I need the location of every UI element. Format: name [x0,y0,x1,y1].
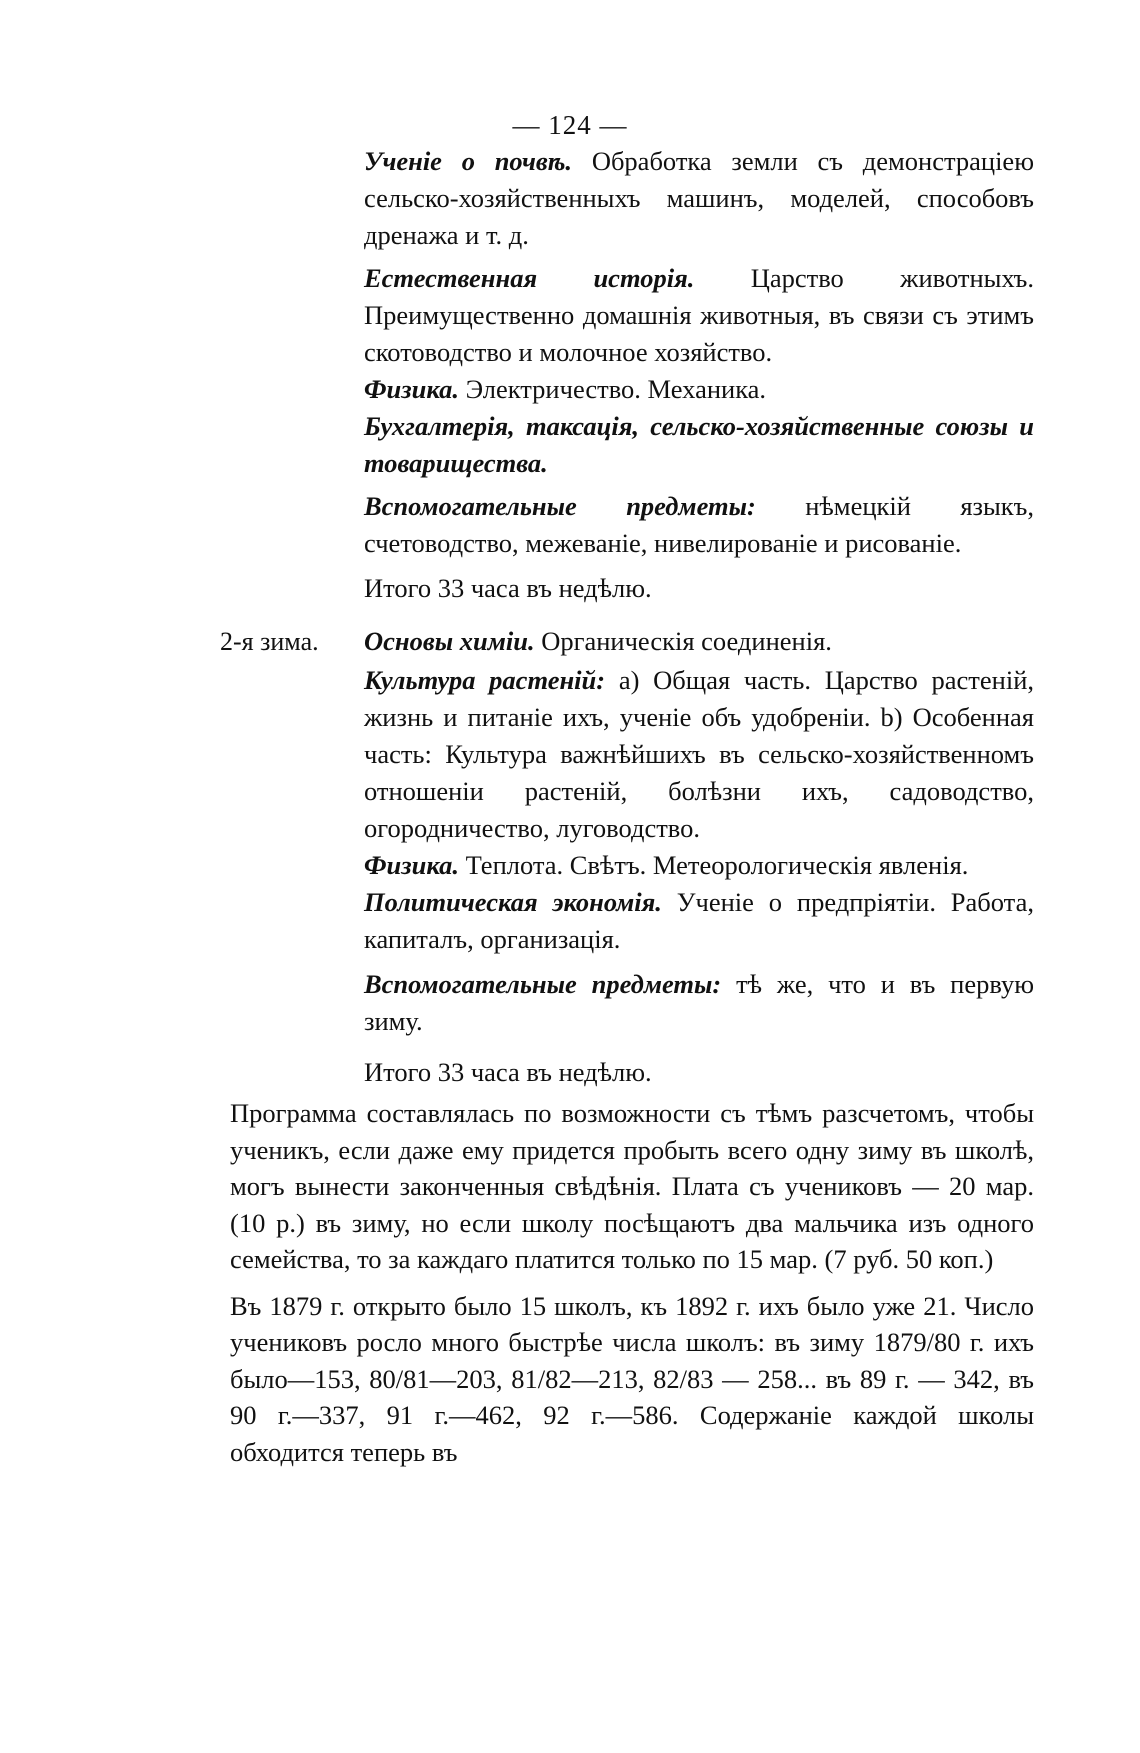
entry-heading: Естественная исторія. [364,263,695,293]
page-number: — 124 — [512,110,628,140]
entry-text: Царство животныхъ. Преимущественно домашнія животныя, въ связи съ этимъ скотоводство и молочное хозяйство. [364,263,1034,367]
curriculum-entry [364,408,1034,482]
curriculum-entry [364,662,1034,847]
weekly-hours-total: Итого 33 часа въ недѣлю. [364,573,652,603]
entry-heading: Политическая экономія. [364,887,662,917]
entry-text: Электричество. Механика. [459,374,767,404]
curriculum-entry [364,884,1034,958]
paragraph: Программа составлялась по возможности съ тѣмъ разсчетомъ, чтобы ученикъ, если даже ему придется пробыть всего одну зиму въ школѣ, могъ вынести законченныя свѣдѣнія. Плата съ учениковъ — 20 мар. (10 р.) въ зиму, но если школу посѣщаютъ два мальчика изъ одного семейства, то за каждаго платится только по 15 мар. (7 руб. 50 коп.) [230,1098,1034,1274]
entry-heading: Вспомогательные предметы: [364,491,756,521]
entry-heading: Бухгалтерія, таксація, сельско-хозяйственные союзы и товарищества. [364,411,1034,478]
entry-text: Ученіе о предпріятіи. Работа, капиталъ, организація. [364,887,1034,954]
entry-text: Теплота. Свѣтъ. Метеорологическія явленія. [459,850,969,880]
entry-heading: Физика. [364,374,459,404]
entry-text: тѣ же, что и въ первую зиму. [364,969,1034,1036]
year2-curriculum [364,623,1034,1091]
second-winter-label: 2-я зима. [220,627,319,656]
entry-text: a) Общая часть. Царство растеній, жизнь и питаніе ихъ, ученіе объ удобреніи. b) Особенная часть: Культура важнѣйшихъ въ сельско-хозяйственномъ отношеніи растеній, болѣзни ихъ, садоводство, огородничество, луговодство. [364,665,1035,843]
body-text [230,1095,1034,1470]
entry-text: нѣмецкій языкъ, счетоводство, межеваніе, нивелированіе и рисованіе. [364,491,1034,558]
curriculum-entry [364,371,1034,408]
entry-heading: Культура растеній: [364,665,606,695]
curriculum-entry [364,623,1034,660]
curriculum-entry [364,143,1034,254]
entry-heading: Физика. [364,850,459,880]
curriculum-entry [364,847,1034,884]
curriculum-entry [364,260,1034,371]
entry-text: Обработка земли съ демонстраціею сельско-хозяйственныхъ машинъ, моделей, способовъ дренажа и т. д. [364,146,1034,250]
weekly-hours-total: Итого 33 часа въ недѣлю. [364,1057,652,1087]
entry-text: Органическія соединенія. [534,626,832,656]
curriculum-entry [364,966,1034,1040]
paragraph: Въ 1879 г. открыто было 15 школъ, къ 1892 г. ихъ было уже 21. Число учениковъ росло много быстрѣе числа школъ: въ зиму 1879/80 г. ихъ было—153, 80/81—203, 81/82—213, 82/83 — 258... въ 89 г. — 342, въ 90 г.—337, 91 г.—462, 92 г.—586. Содержаніе каждой школы обходится теперь въ [230,1290,1034,1467]
entry-heading: Вспомогательные предметы: [364,969,722,999]
entry-heading: Основы химіи. [364,626,535,656]
curriculum-entry [364,488,1034,562]
entry-heading: Ученіе о почвѣ. [364,146,573,176]
year1-curriculum [364,143,1034,607]
